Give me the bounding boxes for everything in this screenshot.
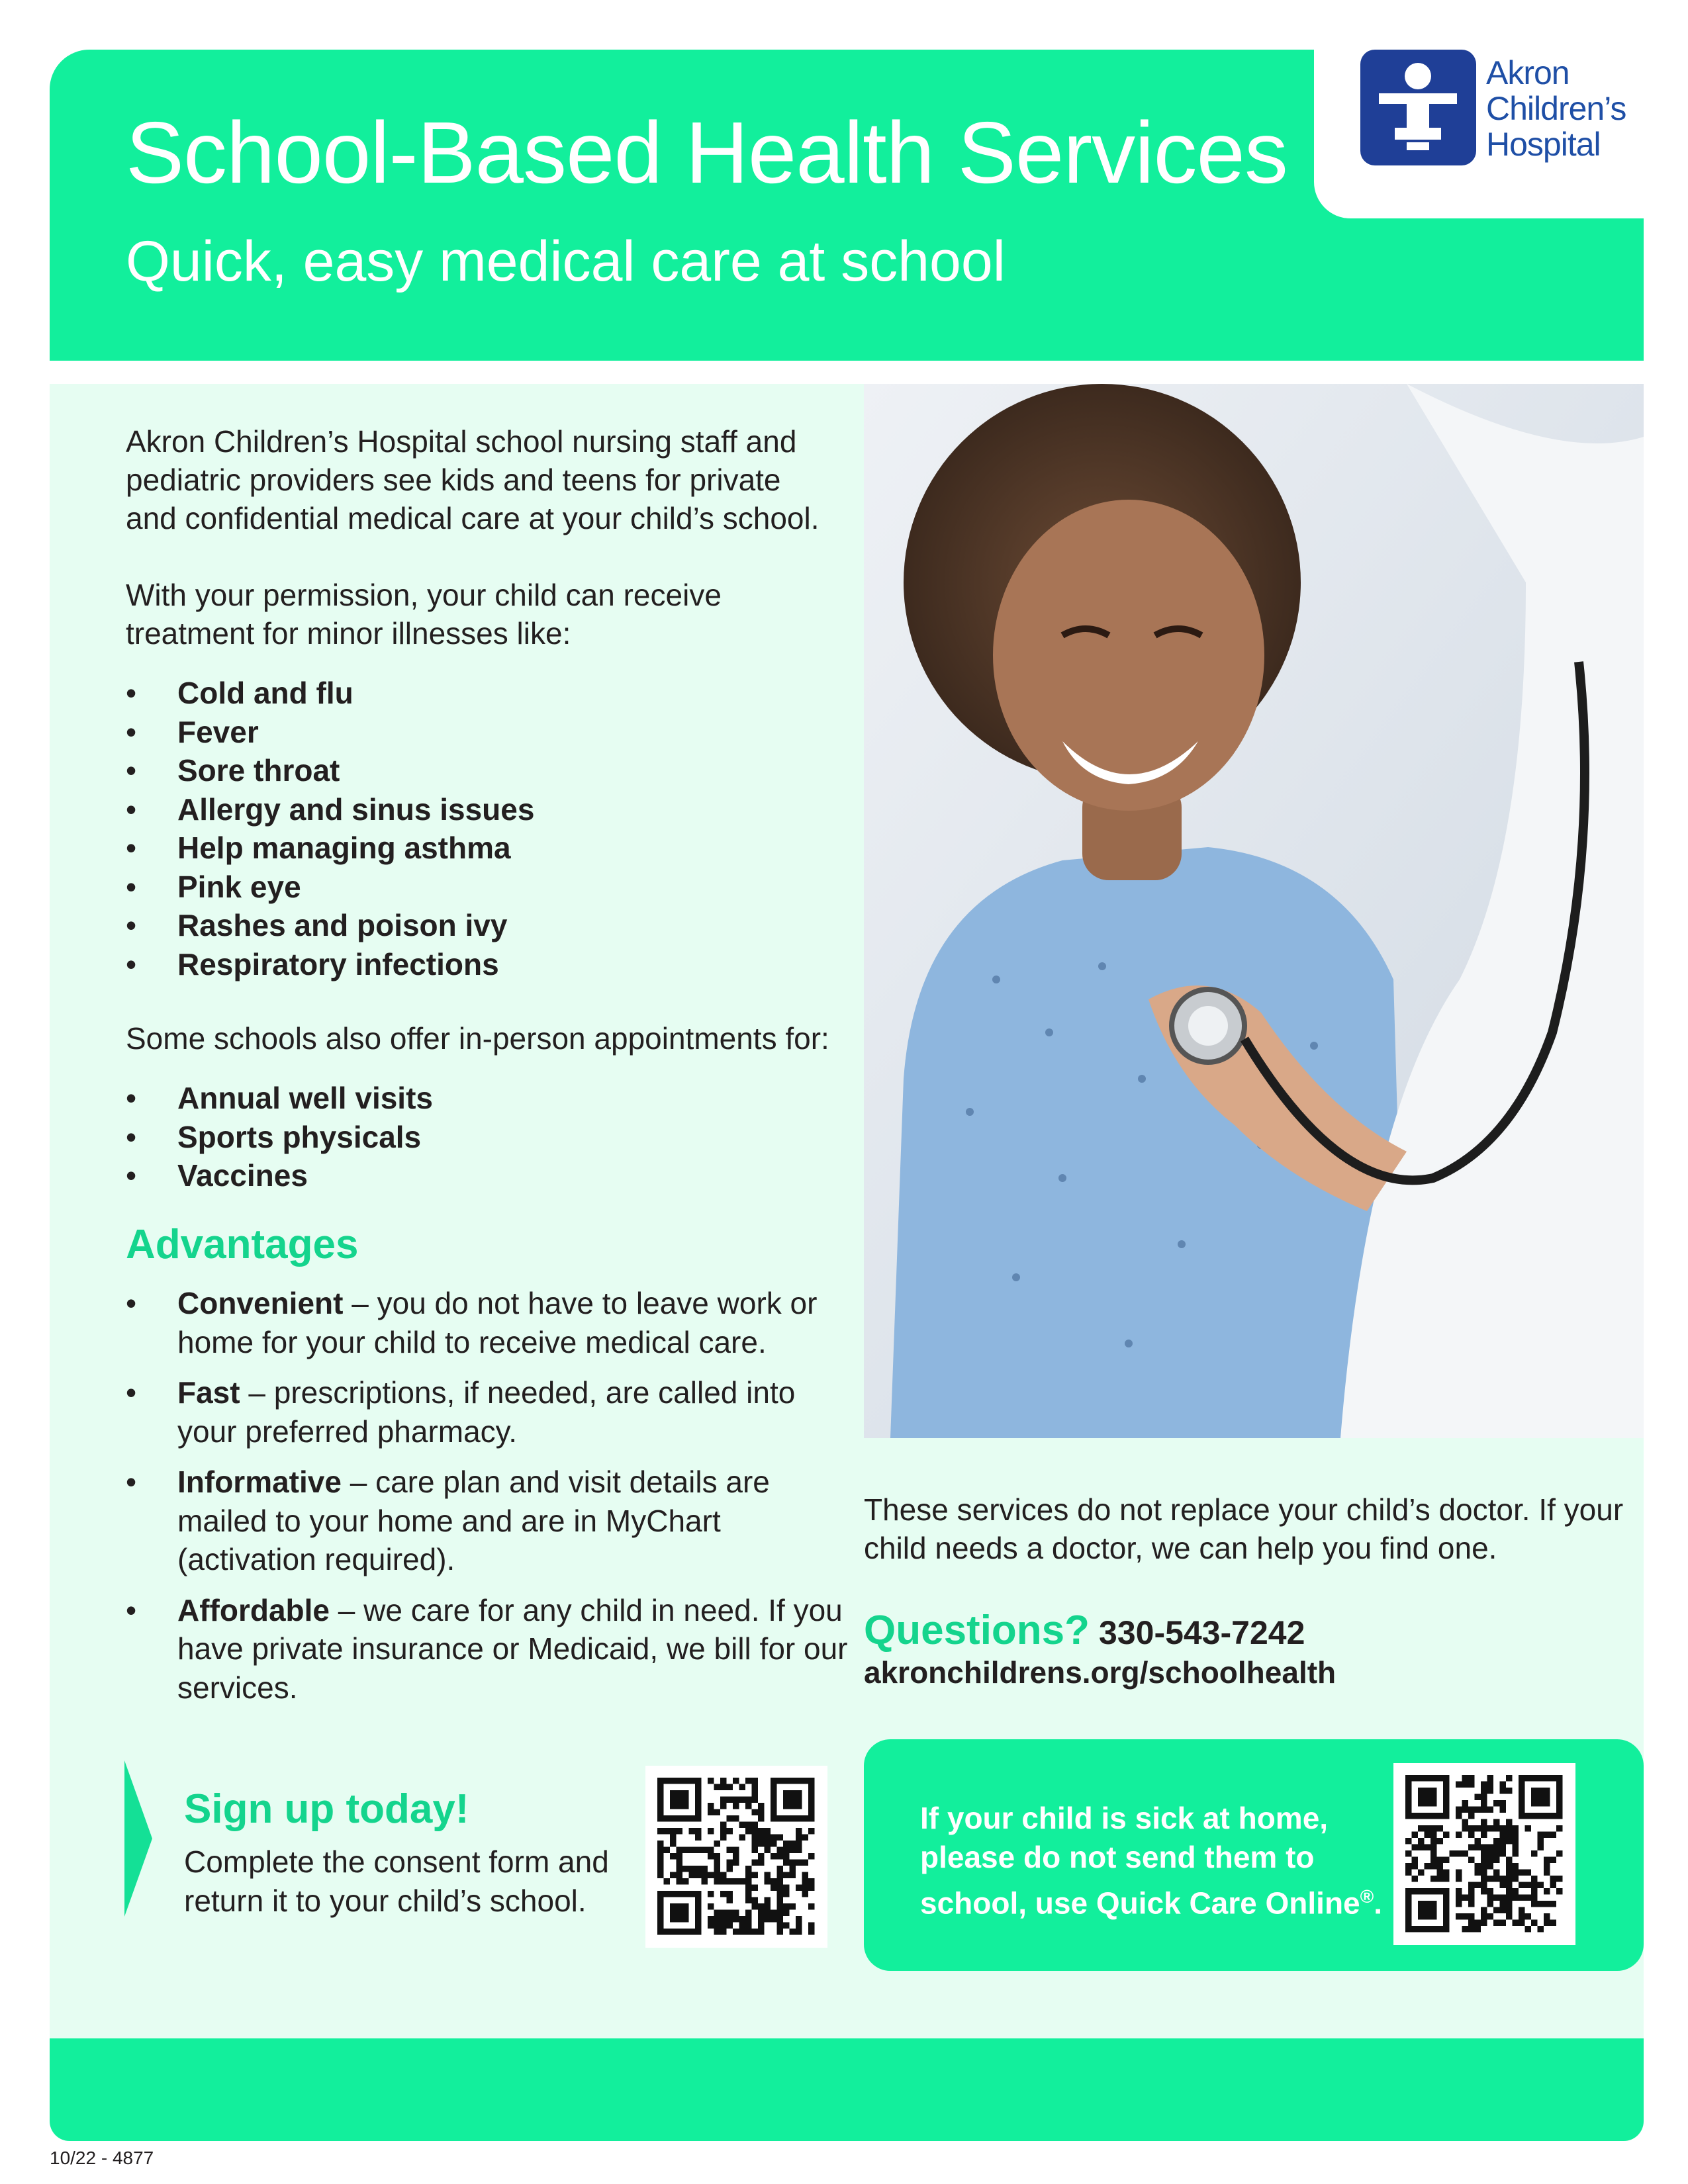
quick-care-qr-code[interactable] [1393,1763,1575,1945]
signup-heading: Sign up today! [184,1786,469,1832]
schools-offer-paragraph: Some schools also offer in-person appointments for: [126,1021,829,1056]
page-title: School-Based Health Services [126,104,1288,201]
sick-at-home-text [920,1799,1397,1923]
page-subtitle: Quick, easy medical care at school [126,230,1006,293]
list-item: • Vaccines [126,1156,433,1195]
advantage-term: Fast [177,1375,240,1410]
advantages-list [126,1284,854,1719]
list-item: • Cold and flu [126,674,534,713]
advantage-text: – prescriptions, if needed, are called into your preferred pharmacy. [177,1375,796,1449]
list-item: • Annual well visits [126,1079,433,1118]
advantage-item [126,1591,854,1707]
phone-number[interactable]: 330-543-7242 [1099,1614,1305,1651]
questions-line [864,1607,1305,1654]
advantage-item [126,1373,854,1451]
advantages-heading: Advantages [126,1222,359,1267]
footer-bar [50,2038,1644,2141]
list-item: • Allergy and sinus issues [126,790,534,829]
qr-code-icon [645,1766,827,1948]
akron-childrens-figure-icon [1360,50,1476,165]
consent-qr-code[interactable] [645,1766,827,1948]
document-code: 10/22 - 4877 [50,2148,154,2168]
advantage-term: Convenient [177,1286,344,1320]
signup-text: Complete the consent form and return it to your child’s school. [184,1844,609,1918]
list-item: • Fever [126,713,534,752]
photo-illustration [864,384,1644,1438]
advantage-text: – you do not have to leave work or home for your child to receive medical care. [177,1286,818,1359]
advantage-text: – care plan and visit details are mailed to your home and are in MyChart (activation required). [177,1465,770,1576]
list-item: • Help managing asthma [126,829,534,868]
list-item: • Respiratory infections [126,945,534,984]
list-item: • Pink eye [126,868,534,907]
akron-childrens-logo[interactable] [1360,50,1652,169]
qr-code-icon [1393,1763,1575,1945]
appointment-list [126,1079,433,1195]
list-item: • Sports physicals [126,1118,433,1157]
intro-paragraph: Akron Children’s Hospital school nursing staff and pediatric providers see kids and teens for private and confidential medical care at your child’s school. [126,424,820,535]
not-replace-paragraph: These services do not replace your child’s doctor. If your child needs a doctor, we can help you find one. [864,1492,1624,1565]
illness-list [126,674,534,983]
logo-line-3: Hospital [1486,126,1601,163]
registered-mark: ® [1360,1886,1374,1907]
advantage-term: Affordable [177,1592,330,1627]
sick-text-end: . [1374,1886,1383,1921]
questions-label: Questions? [864,1608,1090,1653]
logo-line-1: Akron [1486,54,1570,91]
sick-text: If your child is sick at home, please do not send them to school, use Quick Care Online [920,1801,1360,1921]
advantage-term: Informative [177,1465,342,1499]
arrow-icon [124,1760,152,1917]
advantage-item [126,1284,854,1361]
advantage-item [126,1463,854,1579]
logo-line-2: Children’s [1486,90,1626,127]
list-item: • Sore throat [126,751,534,790]
advantage-text: – we care for any child in need. If you have private insurance or Medicaid, we bill for our services. [177,1592,848,1705]
list-item: • Rashes and poison ivy [126,906,534,945]
child-doctor-photo [864,384,1644,1438]
logo-wordmark [1486,55,1658,162]
permission-paragraph: With your permission, your child can receive treatment for minor illnesses like: [126,578,722,651]
website-link[interactable]: akronchildrens.org/schoolhealth [864,1655,1336,1690]
